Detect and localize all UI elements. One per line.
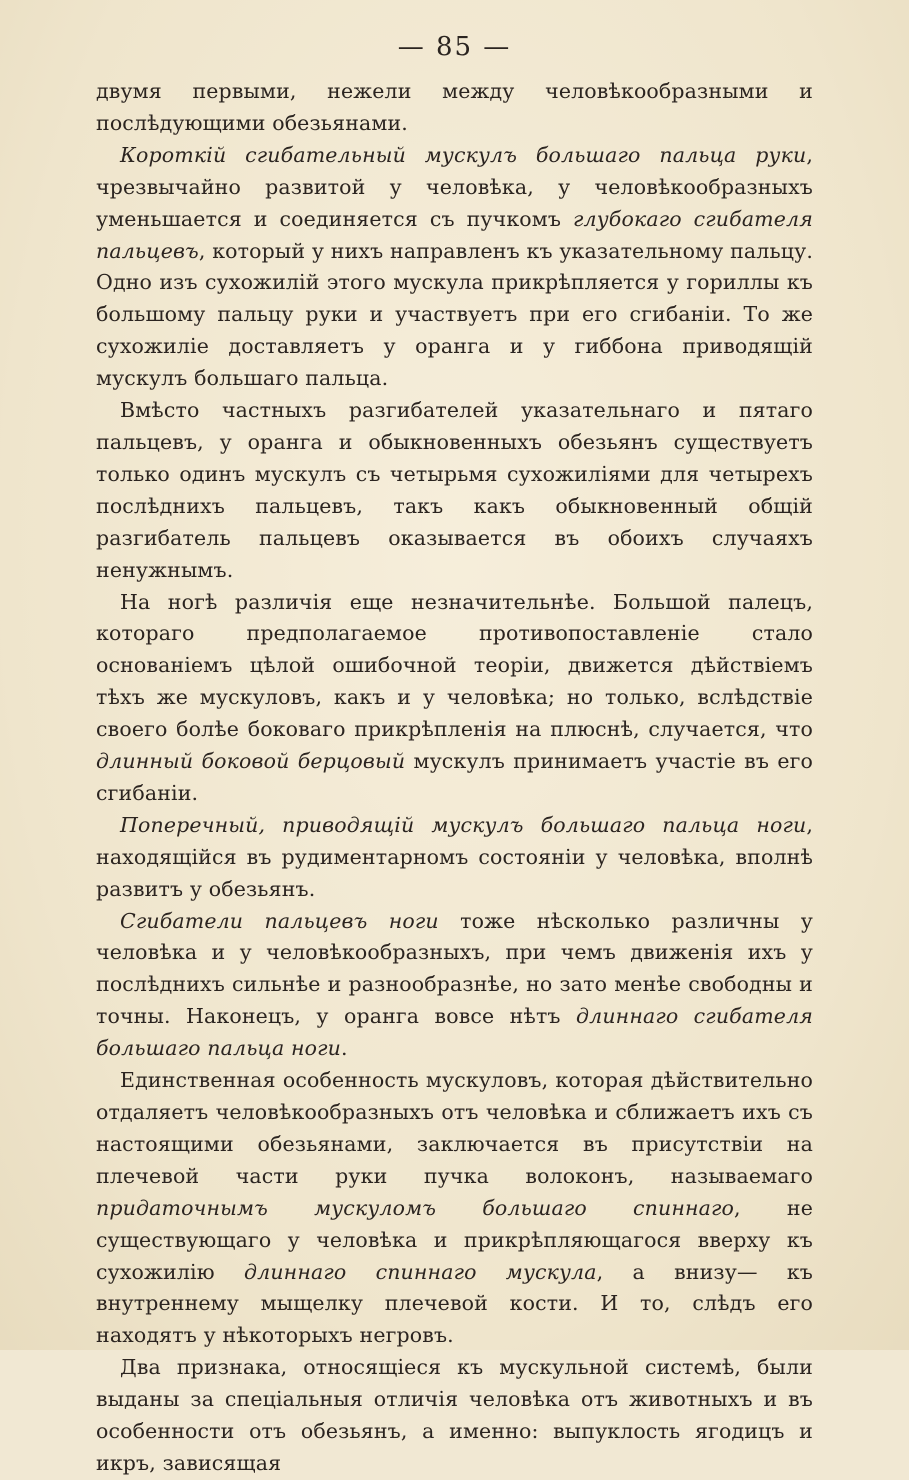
text-run: Вмѣсто частныхъ разгибателей указательнаго и пятаго пальцевъ, у оранга и обыкновенныхъ обезьянъ существуетъ только одинъ мускулъ съ четырьмя сухожиліями для четырехъ послѣднихъ пальцевъ, такъ какъ обыкновенный общій разгибатель пальцевъ оказывается въ обоихъ случаяхъ ненужнымъ. [96,398,813,582]
page-body [96,76,813,1480]
text-run: , а внизу— къ внутреннему мыщелку плечевой кости. И то, слѣдъ его находятъ у нѣкоторыхъ негровъ. [96,1259,813,1348]
paragraph-1 [96,76,813,140]
paragraph-2 [96,140,813,395]
text-run: тоже нѣсколько различны у человѣка и у человѣкообразныхъ, при чемъ движенія ихъ у послѣднихъ сильнѣе и разнообразнѣе, но зато менѣе свободны и точны. Наконецъ, у оранга вовсе нѣтъ [96,908,813,1029]
italic-term: Короткій сгибательный мускулъ большаго пальца руки [120,142,807,167]
text-run: , не существующаго у человѣка и прикрѣпляющагося вверху къ сухожилію [96,1195,813,1284]
text-run: Единственная особенность мускуловъ, которая дѣйствительно отдаляетъ человѣкообразныхъ отъ человѣка и сближаетъ ихъ съ настоящими обезьянами, заключается въ присутствіи на плечевой части руки пучка волоконъ, называемаго [96,1068,813,1188]
italic-term: длиннаго сгибателя большаго пальца ноги [96,1004,813,1061]
text-run: . [341,1036,348,1061]
page-number: — 85 — [397,32,512,62]
text-run: , чрезвычайно развитой у человѣка, у человѣкообразныхъ уменьшается и соединяется съ пучкомъ [96,142,813,231]
text-run: , находящійся въ рудиментарномъ состояніи у человѣка, вполнѣ развитъ у обезьянъ. [96,812,813,901]
italic-term: длинный боковой берцовый [96,749,406,774]
text-run: двумя первыми, нежели между человѣкообразными и послѣдующими обезьянами. [96,79,813,135]
paragraph-5 [96,810,813,906]
text-run: На ногѣ различія еще незначительнѣе. Большой палецъ, котораго предполагаемое противопоставленіе стало основаніемъ цѣлой ошибочной теоріи, движется дѣйствіемъ тѣхъ же мускуловъ, какъ и у человѣка; но только, вслѣдствіе своего болѣе боковаго прикрѣпленія на плюснѣ, случается, что [96,589,813,742]
italic-term: длиннаго спиннаго мускула [243,1259,597,1284]
paragraph-4 [96,587,813,810]
paragraph-7 [96,1065,813,1352]
text-run: мускулъ принимаетъ участіе въ его сгибаніи. [96,749,813,805]
text-run: , который у нихъ направленъ къ указательному пальцу. Одно изъ сухожилій этого мускула прикрѣпляется у гориллы къ большому пальцу руки и участвуетъ при его сгибаніи. То же сухожиліе доставляетъ у оранга и у гиббона приводящій мускулъ большаго пальца. [96,238,813,391]
text-run: Два признака, относящіеся къ мускульной системѣ, были выданы за спеціальныя отличія человѣка отъ животныхъ и въ особенности отъ обезьянъ, а именно: выпуклость ягодицъ и икръ, зависящая [96,1355,813,1475]
paragraph-6 [96,906,813,1066]
italic-term: придаточнымъ мускуломъ большаго спиннаго [96,1195,735,1220]
paragraph-8 [96,1352,813,1480]
italic-term: глубокаго сгибателя пальцевъ [96,206,813,263]
paragraph-3 [96,395,813,586]
italic-term: Сгибатели пальцевъ ноги [120,908,439,933]
italic-term: Поперечный, приводящій мускулъ большаго пальца ноги [120,812,807,837]
